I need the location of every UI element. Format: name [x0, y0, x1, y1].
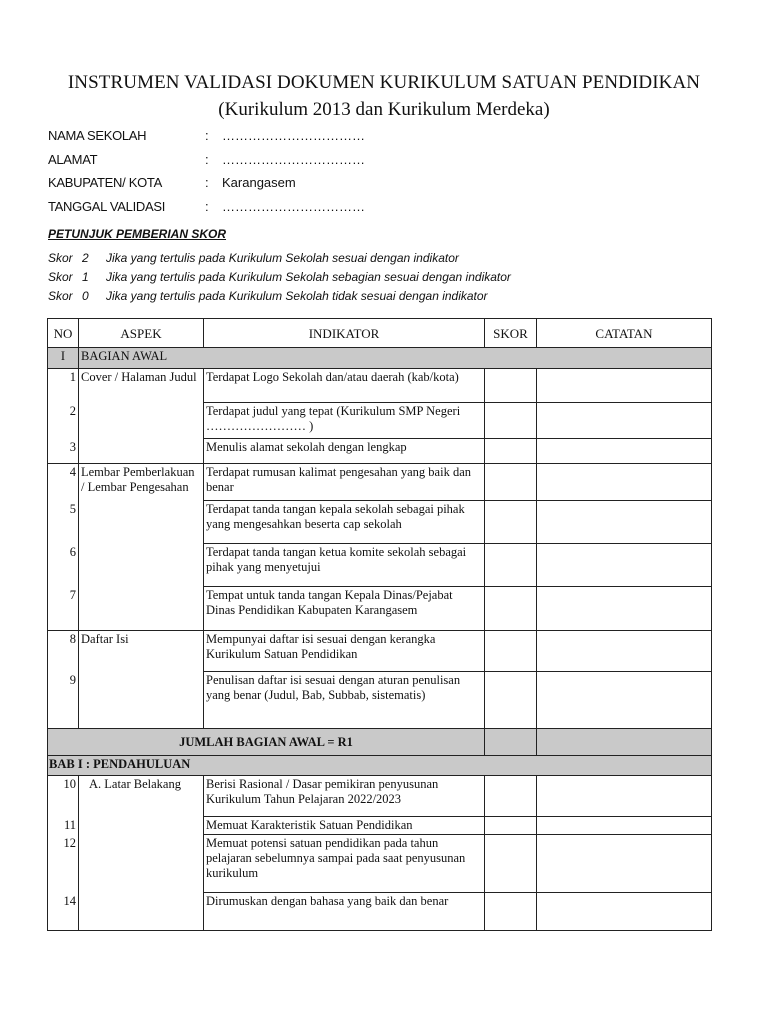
- colon: :: [205, 198, 209, 214]
- score-label: Skor: [48, 270, 73, 284]
- table-row: [48, 464, 712, 501]
- skor-cell[interactable]: [485, 835, 537, 893]
- row-aspek: A. Latar Belakang: [79, 776, 204, 817]
- row-number: 8: [48, 631, 79, 672]
- score-description: Jika yang tertulis pada Kurikulum Sekolah tidak sesuai dengan indikator: [106, 289, 488, 303]
- row-indikator: Terdapat tanda tangan kepala sekolah sebagai pihak yang mengesahkan beserta cap sekolah: [204, 501, 485, 544]
- document-title: INSTRUMEN VALIDASI DOKUMEN KURIKULUM SATUAN PENDIDIKAN: [67, 72, 701, 93]
- row-aspek: Lembar Pemberlakuan / Lembar Pengesahan: [79, 464, 204, 501]
- scoring-instructions-heading: PETUNJUK PEMBERIAN SKOR: [48, 227, 227, 241]
- catatan-cell[interactable]: [537, 893, 712, 931]
- row-aspek: Daftar Isi: [79, 631, 204, 672]
- row-indikator: Menulis alamat sekolah dengan lengkap: [204, 439, 485, 464]
- score-description: Jika yang tertulis pada Kurikulum Sekolah sesuai dengan indikator: [106, 251, 459, 265]
- row-aspek: Cover / Halaman Judul: [79, 369, 204, 403]
- row-number: 11: [48, 817, 79, 835]
- row-number: 5: [48, 501, 79, 544]
- table-row: [48, 631, 712, 672]
- row-indikator: Terdapat tanda tangan ketua komite sekolah sebagai pihak yang menyetujui: [204, 544, 485, 587]
- row-indikator: Terdapat judul yang tepat (Kurikulum SMP Negeri …………………… ): [204, 403, 485, 439]
- catatan-cell[interactable]: [537, 672, 712, 729]
- header-aspek: ASPEK: [79, 319, 204, 348]
- table-row: [48, 501, 712, 544]
- score-description: Jika yang tertulis pada Kurikulum Sekolah sebagian sesuai dengan indikator: [106, 270, 511, 284]
- row-indikator: Dirumuskan dengan bahasa yang baik dan benar: [204, 893, 485, 931]
- table-row: [48, 587, 712, 631]
- row-indikator: Terdapat Logo Sekolah dan/atau daerah (kab/kota): [204, 369, 485, 403]
- row-indikator: Memuat potensi satuan pendidikan pada tahun pelajaran sebelumnya sampai pada saat penyusunan kurikulum: [204, 835, 485, 893]
- catatan-cell[interactable]: [537, 544, 712, 587]
- row-indikator: Tempat untuk tanda tangan Kepala Dinas/Pejabat Dinas Pendidikan Kabupaten Karangasem: [204, 587, 485, 631]
- row-number: 3: [48, 439, 79, 464]
- row-aspek-empty: [79, 672, 204, 729]
- total-skor-cell[interactable]: [485, 729, 537, 756]
- score-label: Skor: [48, 289, 73, 303]
- table-row: [48, 893, 712, 931]
- row-number: 10: [48, 776, 79, 817]
- header-indikator: INDIKATOR: [204, 319, 485, 348]
- row-indikator: Berisi Rasional / Dasar pemikiran penyusunan Kurikulum Tahun Pelajaran 2022/2023: [204, 776, 485, 817]
- row-indikator: Penulisan daftar isi sesuai dengan aturan penulisan yang benar (Judul, Bab, Subbab, sistematis): [204, 672, 485, 729]
- row-number: 4: [48, 464, 79, 501]
- table-row: [48, 439, 712, 464]
- header-catatan: CATATAN: [537, 319, 712, 348]
- catatan-cell[interactable]: [537, 439, 712, 464]
- total-row: [48, 729, 712, 756]
- catatan-cell[interactable]: [537, 587, 712, 631]
- row-aspek-empty: [79, 439, 204, 464]
- header-no: NO: [48, 319, 79, 348]
- table-row: [48, 672, 712, 729]
- total-label: JUMLAH BAGIAN AWAL = R1: [48, 729, 485, 756]
- row-aspek-empty: [79, 817, 204, 835]
- table-row: [48, 817, 712, 835]
- table-row: [48, 403, 712, 439]
- row-aspek-empty: [79, 544, 204, 587]
- section-label: BAGIAN AWAL: [79, 348, 712, 369]
- table-row: [48, 776, 712, 817]
- colon: :: [205, 128, 209, 143]
- section-number: I: [48, 348, 79, 369]
- skor-cell[interactable]: [485, 631, 537, 672]
- row-number: 2: [48, 403, 79, 439]
- header-skor: SKOR: [485, 319, 537, 348]
- catatan-cell[interactable]: [537, 369, 712, 403]
- skor-cell[interactable]: [485, 369, 537, 403]
- catatan-cell[interactable]: [537, 464, 712, 501]
- score-number: 0: [82, 289, 89, 303]
- address-label: ALAMAT: [48, 151, 98, 167]
- score-label: Skor: [48, 251, 73, 265]
- row-number: 12: [48, 835, 79, 893]
- skor-cell[interactable]: [485, 439, 537, 464]
- table-row: [48, 835, 712, 893]
- validation-table: [47, 318, 712, 931]
- row-indikator: Mempunyai daftar isi sesuai dengan kerangka Kurikulum Satuan Pendidikan: [204, 631, 485, 672]
- catatan-cell[interactable]: [537, 631, 712, 672]
- skor-cell[interactable]: [485, 403, 537, 439]
- row-indikator: Memuat Karakteristik Satuan Pendidikan: [204, 817, 485, 835]
- skor-cell[interactable]: [485, 544, 537, 587]
- validation-date-label: TANGGAL VALIDASI: [48, 198, 166, 214]
- skor-cell[interactable]: [485, 501, 537, 544]
- catatan-cell[interactable]: [537, 817, 712, 835]
- catatan-cell[interactable]: [537, 403, 712, 439]
- table-row: [48, 369, 712, 403]
- row-number: 7: [48, 587, 79, 631]
- score-number: 1: [82, 270, 89, 284]
- row-aspek-empty: [79, 403, 204, 439]
- section-row-bagian-awal: [48, 348, 712, 369]
- validation-date-value[interactable]: ……………………………: [222, 198, 365, 214]
- row-number: 14: [48, 893, 79, 931]
- skor-cell[interactable]: [485, 587, 537, 631]
- address-value[interactable]: ……………………………: [222, 151, 365, 167]
- colon: :: [205, 175, 209, 190]
- regency-value[interactable]: Karangasem: [222, 175, 296, 190]
- table-row: [48, 544, 712, 587]
- skor-cell[interactable]: [485, 817, 537, 835]
- catatan-cell[interactable]: [537, 501, 712, 544]
- skor-cell[interactable]: [485, 776, 537, 817]
- catatan-cell[interactable]: [537, 776, 712, 817]
- row-aspek-empty: [79, 835, 204, 893]
- row-number: 1: [48, 369, 79, 403]
- skor-cell[interactable]: [485, 893, 537, 931]
- colon: :: [205, 151, 209, 167]
- school-name-value[interactable]: ……………………………: [222, 128, 365, 143]
- row-number: 9: [48, 672, 79, 729]
- school-name-label: NAMA SEKOLAH: [48, 128, 147, 143]
- skor-cell[interactable]: [485, 672, 537, 729]
- row-aspek-empty: [79, 501, 204, 544]
- section-row-bab-1: [48, 756, 712, 776]
- row-number: 6: [48, 544, 79, 587]
- table-header-row: [48, 319, 712, 348]
- score-number: 2: [82, 251, 89, 265]
- document-subtitle: (Kurikulum 2013 dan Kurikulum Merdeka): [218, 99, 550, 120]
- row-indikator: Terdapat rumusan kalimat pengesahan yang baik dan benar: [204, 464, 485, 501]
- skor-cell[interactable]: [485, 464, 537, 501]
- total-catatan-cell[interactable]: [537, 729, 712, 756]
- catatan-cell[interactable]: [537, 835, 712, 893]
- row-aspek-empty: [79, 587, 204, 631]
- regency-label: KABUPATEN/ KOTA: [48, 175, 162, 190]
- row-aspek-empty: [79, 893, 204, 931]
- section-label: BAB I : PENDAHULUAN: [48, 756, 712, 776]
